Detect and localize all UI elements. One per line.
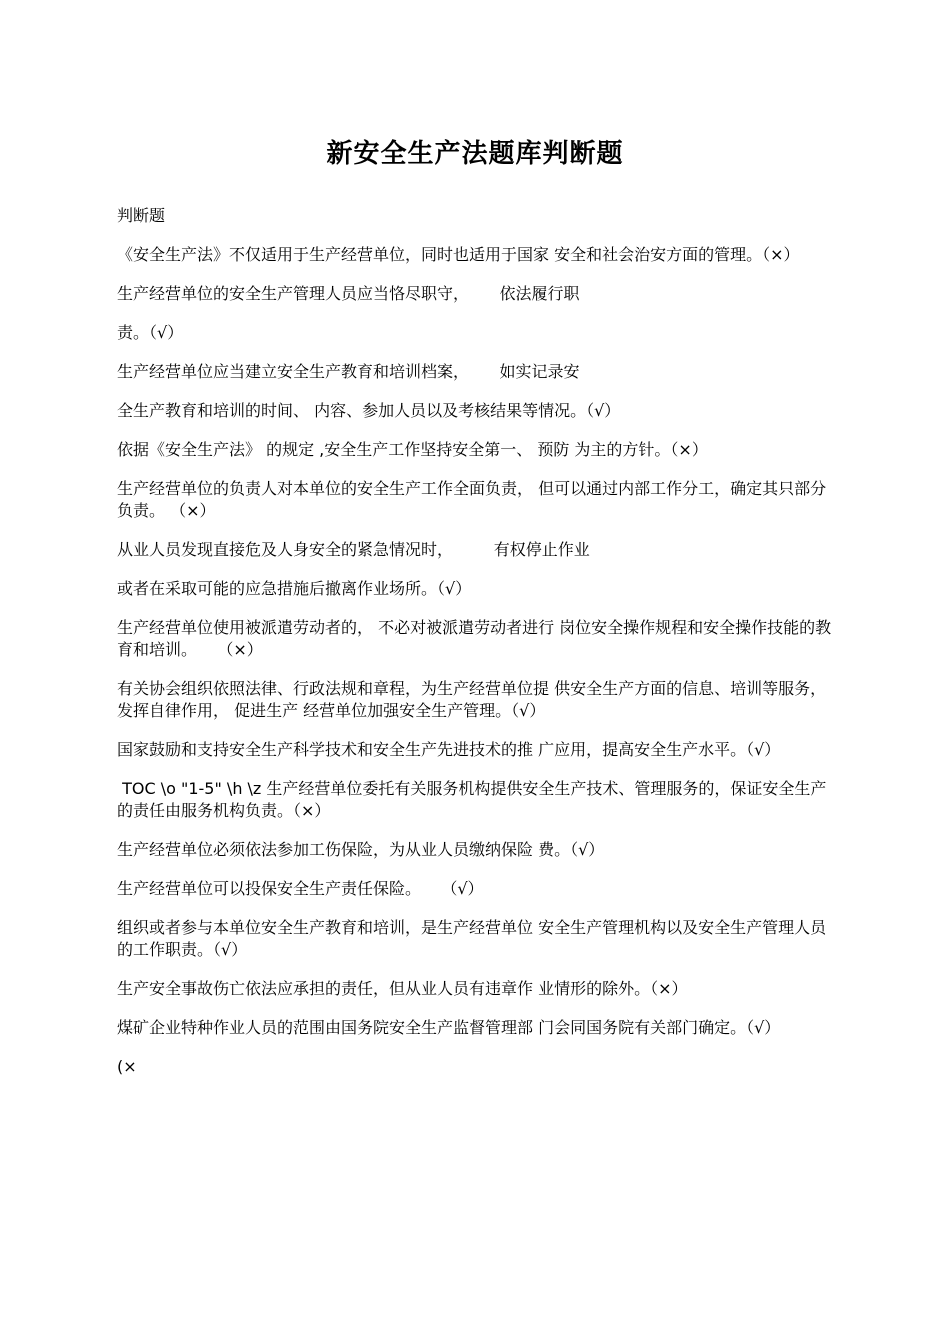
paragraph: 生产经营单位的安全生产管理人员应当恪尽职守， 依法履行职 — [117, 284, 580, 303]
paragraph: 生产经营单位可以投保安全生产责任保险。 （√） — [117, 879, 484, 898]
paragraph: 生产经营单位应当建立安全生产教育和培训档案， 如实记录安 — [117, 362, 580, 381]
paragraph: 全生产教育和培训的时间、 内容、参加人员以及考核结果等情况。（√） — [117, 401, 621, 420]
paragraph: 生产经营单位使用被派遣劳动者的， 不必对被派遣劳动者进行 岗位安全操作规程和安全操作技能的教育和培训。 （×） — [117, 618, 832, 659]
paragraph: 或者在采取可能的应急措施后撤离作业场所。（√） — [117, 579, 472, 598]
paragraph: 生产安全事故伤亡依法应承担的责任，但从业人员有违章作 业情形的除外。（×） — [117, 979, 688, 998]
paragraph: 责。（√） — [117, 323, 184, 342]
paragraph: 有关协会组织依照法律、行政法规和章程，为生产经营单位提 供安全生产方面的信息、培训等服务， 发挥自律作用， 促进生产 经营单位加强安全生产管理。（√） — [117, 679, 832, 720]
paragraph: TOC \o "1-5" \h \z 生产经营单位委托有关服务机构提供安全生产技术、管理服务的，保证安全生产的责任由服务机构负责。（×） — [117, 779, 827, 820]
document-body — [117, 205, 833, 1095]
paragraph: (× — [117, 1057, 137, 1076]
paragraph: 生产经营单位必须依法参加工伤保险，为从业人员缴纳保险 费。（√） — [117, 840, 605, 859]
paragraph: 从业人员发现直接危及人身安全的紧急情况时， 有权停止作业 — [117, 540, 590, 559]
paragraph: 组织或者参与本单位安全生产教育和培训，是生产经营单位 安全生产管理机构以及安全生产管理人员的工作职责。（√） — [117, 918, 827, 959]
paragraph: 国家鼓励和支持安全生产科学技术和安全生产先进技术的推 广应用，提高安全生产水平。（√） — [117, 740, 781, 759]
document-title: 新安全生产法题库判断题 — [326, 139, 624, 169]
paragraph: 生产经营单位的负责人对本单位的安全生产工作全面负责， 但可以通过内部工作分工，确定其只部分负责。 （×） — [117, 479, 827, 520]
section-heading: 判断题 — [117, 206, 166, 225]
paragraph: 煤矿企业特种作业人员的范围由国务院安全生产监督管理部 门会同国务院有关部门确定。（√） — [117, 1018, 781, 1037]
paragraph: 依据《安全生产法》 的规定 ,安全生产工作坚持安全第一、 预防 为主的方针。（×） — [117, 440, 708, 459]
paragraph: 《安全生产法》不仅适用于生产经营单位，同时也适用于国家 安全和社会治安方面的管理。（×） — [117, 245, 800, 264]
